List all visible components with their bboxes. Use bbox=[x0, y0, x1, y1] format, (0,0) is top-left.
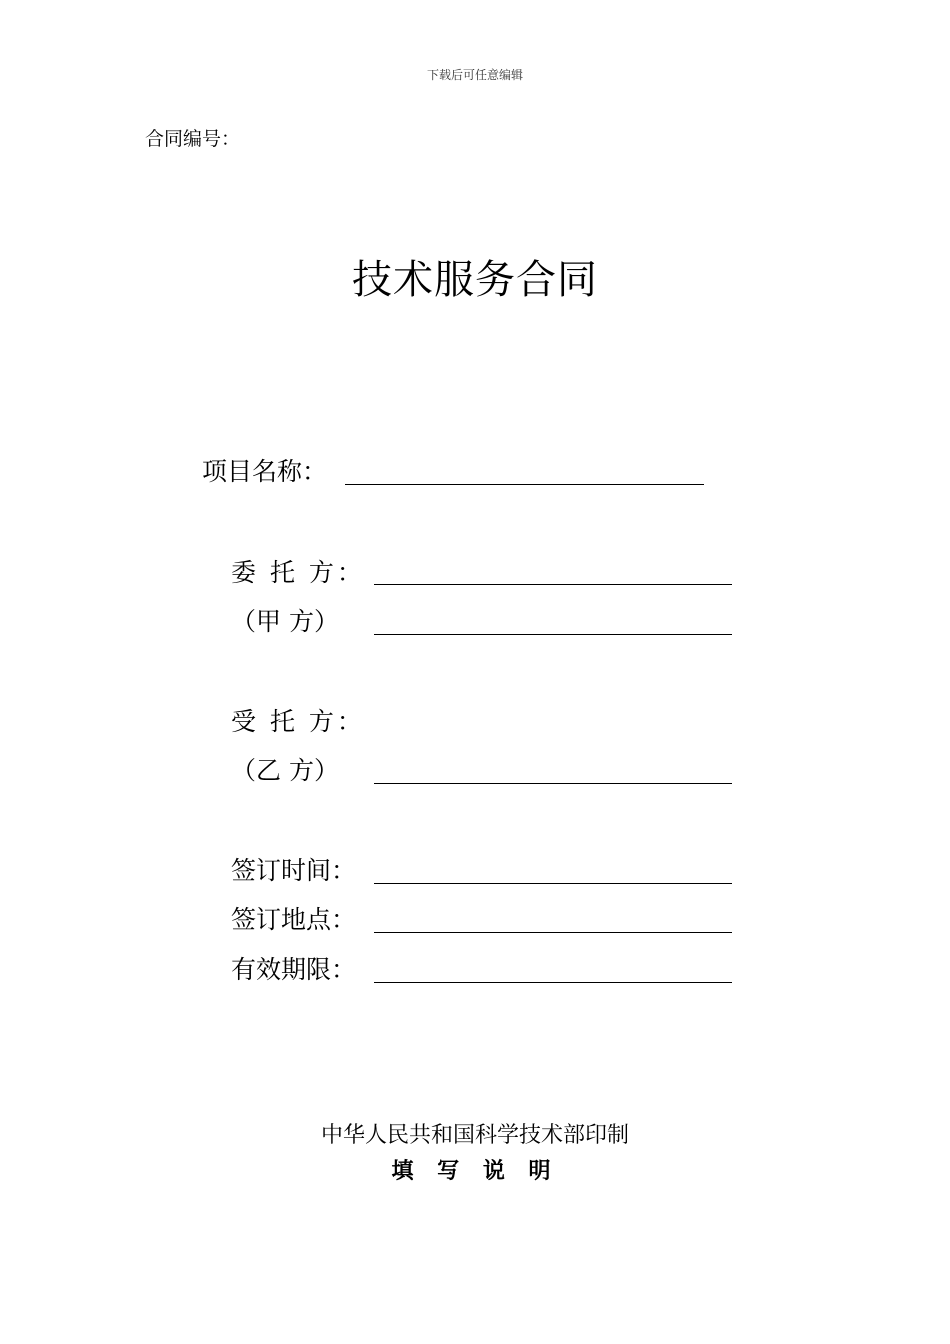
party-b-label: （乙 方） bbox=[231, 756, 339, 785]
validity-label: 有效期限： bbox=[231, 955, 357, 984]
project-name-field[interactable] bbox=[345, 484, 704, 485]
contract-number-label: 合同编号： bbox=[145, 128, 241, 150]
sign-time-field[interactable] bbox=[374, 883, 732, 884]
fill-instructions-title: 填 写 说 明 bbox=[391, 1159, 559, 1184]
contractor-label: 受 托 方： bbox=[231, 707, 365, 736]
party-b-field[interactable] bbox=[374, 783, 732, 784]
validity-field[interactable] bbox=[374, 982, 732, 983]
client-field[interactable] bbox=[374, 584, 732, 585]
project-name-label: 项目名称： bbox=[202, 457, 328, 486]
sign-place-label: 签订地点： bbox=[231, 905, 357, 934]
party-a-field[interactable] bbox=[374, 634, 732, 635]
header-note: 下载后可任意编辑 bbox=[426, 68, 523, 82]
party-a-label: （甲 方） bbox=[231, 607, 339, 636]
printer-line: 中华人民共和国科学技术部印制 bbox=[320, 1123, 629, 1148]
sign-time-label: 签订时间： bbox=[231, 856, 357, 885]
page-title: 技术服务合同 bbox=[352, 257, 598, 303]
client-label: 委 托 方： bbox=[231, 558, 365, 587]
sign-place-field[interactable] bbox=[374, 932, 732, 933]
